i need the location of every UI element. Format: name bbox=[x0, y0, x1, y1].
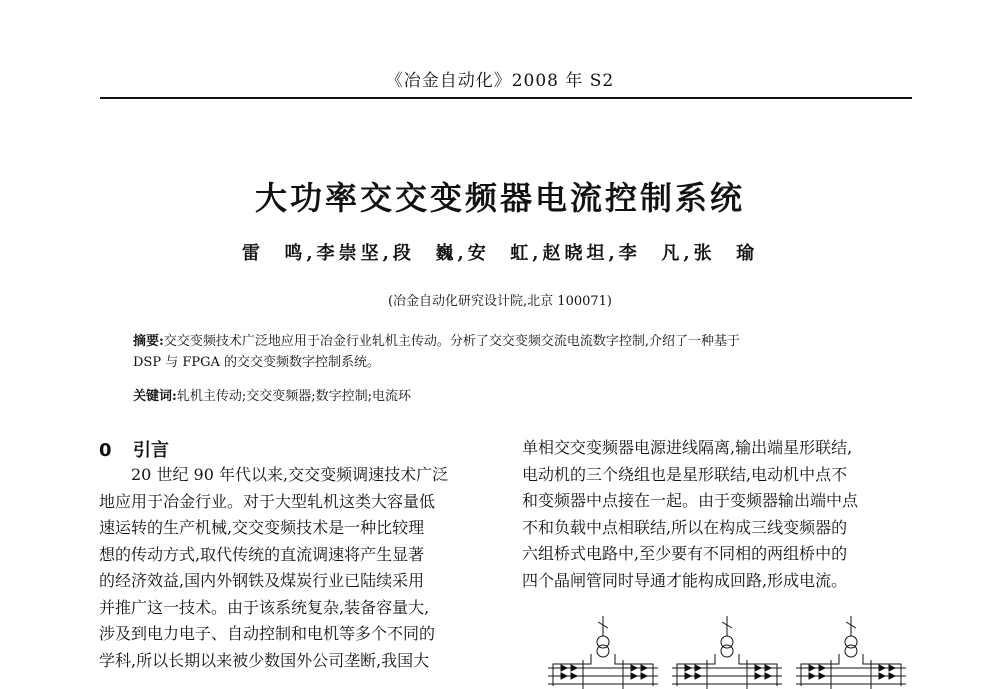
author-list: 雷 鸣,李崇坚,段 巍,安 虹,赵晓坦,李 凡,张 瑜 bbox=[241, 243, 759, 264]
abstract bbox=[133, 331, 893, 373]
journal-header: 《冶金自动化》2008 年 S2 bbox=[385, 71, 615, 91]
paper-title: 大功率交交变频器电流控制系统 bbox=[254, 179, 745, 217]
section-number: 0 bbox=[99, 440, 112, 461]
right-line-1: 单相交交变频器电源进线隔离,输出端星形联结, bbox=[522, 438, 853, 457]
section-heading bbox=[99, 436, 169, 462]
right-line-5: 六组桥式电路中,至少要有不同相的两组桥中的 bbox=[522, 544, 848, 563]
keywords-text: 轧机主传动;交交变频器;数字控制;电流环 bbox=[176, 389, 411, 404]
abstract-label: 摘要: bbox=[133, 334, 164, 349]
header-rule bbox=[100, 97, 912, 99]
intro-line-6: 并推广这一技术。由于该系统复杂,装备容量大, bbox=[99, 597, 430, 617]
right-line-2: 电动机的三个绕组也是星形联结,电动机中点不 bbox=[522, 464, 848, 484]
bridge-group-3 bbox=[796, 616, 906, 689]
bridge-group-2 bbox=[672, 616, 782, 689]
intro-line-8: 学科,所以长期以来被少数国外公司垄断,我国大 bbox=[99, 650, 430, 670]
intro-line-1: 20 世纪 90 年代以来,交交变频调速技术广泛 bbox=[131, 465, 449, 484]
intro-line-5: 的经济效益,国内外钢铁及煤炭行业已陆续采用 bbox=[99, 571, 425, 590]
abstract-line-1: 交交变频技术广泛地应用于冶金行业轧机主传动。分析了交交变频交流电流数字控制,介绍了一种基于 bbox=[163, 334, 740, 349]
section-title: 引言 bbox=[133, 440, 169, 461]
affiliation: (冶金自动化研究设计院,北京 100071) bbox=[387, 294, 613, 309]
abstract-line-2: DSP 与 FPGA 的交交变频数字控制系统。 bbox=[133, 355, 381, 370]
intro-line-7: 涉及到电力电子、自动控制和电机等多个不同的 bbox=[99, 624, 436, 643]
bridge-group-1 bbox=[548, 616, 658, 689]
right-line-6: 四个晶闸管同时导通才能构成回路,形成电流。 bbox=[522, 570, 848, 590]
cycloconverter-circuit-figure bbox=[543, 616, 913, 689]
keywords bbox=[133, 385, 893, 404]
right-line-4: 不和负载中点相联结,所以在构成三线变频器的 bbox=[522, 517, 848, 537]
left-column-text bbox=[99, 462, 493, 674]
keywords-label: 关键词: bbox=[133, 389, 177, 404]
right-line-3: 和变频器中点接在一起。由于变频器输出端中点 bbox=[522, 491, 859, 510]
intro-line-4: 想的传动方式,取代传统的直流调速将产生显著 bbox=[99, 544, 425, 564]
intro-line-3: 速运转的生产机械,交交变频技术是一种比较理 bbox=[99, 518, 425, 537]
right-column-text bbox=[522, 435, 912, 594]
intro-line-2: 地应用于冶金行业。对于大型轧机这类大容量低 bbox=[99, 491, 436, 511]
